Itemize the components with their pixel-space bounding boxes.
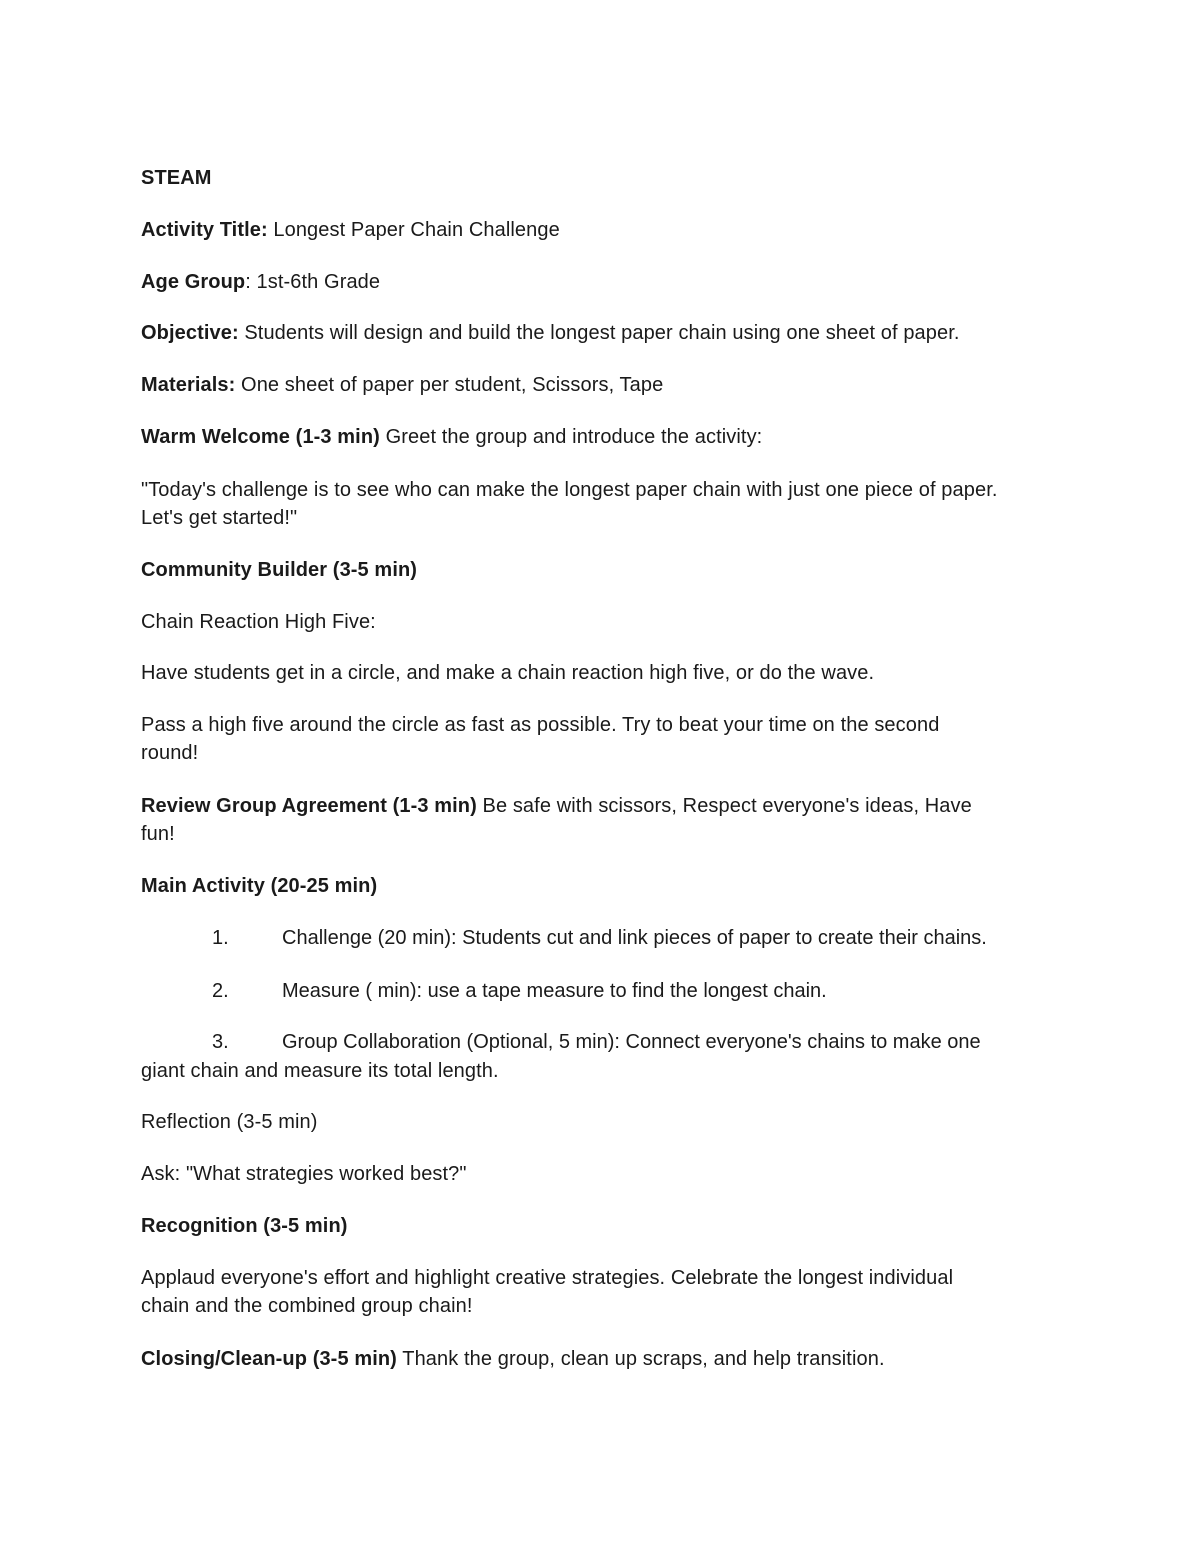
community-builder-heading: Community Builder (3-5 min) xyxy=(141,559,418,581)
materials-value: One sheet of paper per student, Scissors, Tape xyxy=(235,374,664,396)
reflection-heading: Reflection (3-5 min) xyxy=(141,1111,318,1133)
recognition-heading: Recognition (3-5 min) xyxy=(141,1215,348,1237)
step-2-text: Measure ( min): use a tape measure to find the longest chain. xyxy=(282,980,827,1002)
step-1-number: 1. xyxy=(212,927,229,949)
activity-title-line xyxy=(141,216,560,244)
welcome-quote-line-1: "Today's challenge is to see who can make the longest paper chain with just one piece of paper. xyxy=(141,479,998,501)
group-agreement-value: Be safe with scissors, Respect everyone's ideas, Have xyxy=(476,795,972,817)
activity-title-label: Activity Title: xyxy=(141,219,268,241)
warm-welcome-value: Greet the group and introduce the activity: xyxy=(379,426,763,448)
step-2-number: 2. xyxy=(212,980,229,1002)
community-builder-paragraph-1: Have students get in a circle, and make a chain reaction high five, or do the wave. xyxy=(141,662,875,684)
step-3-text: Group Collaboration (Optional, 5 min): Connect everyone's chains to make one xyxy=(282,1031,981,1053)
objective-label: Objective: xyxy=(141,322,239,344)
main-activity-heading: Main Activity (20-25 min) xyxy=(141,875,378,897)
step-3-text-continued: giant chain and measure its total length. xyxy=(141,1060,499,1082)
community-builder-paragraph-2-line-2: round! xyxy=(141,742,199,764)
page-heading: STEAM xyxy=(141,167,212,189)
age-group-line xyxy=(141,268,380,296)
closing-line xyxy=(141,1345,885,1373)
objective-line xyxy=(141,319,960,347)
group-agreement-line-2: fun! xyxy=(141,823,175,845)
reflection-ask: Ask: "What strategies worked best?" xyxy=(141,1163,467,1185)
materials-line xyxy=(141,371,663,399)
closing-value: Thank the group, clean up scraps, and help transition. xyxy=(396,1348,885,1370)
age-group-label: Age Group xyxy=(141,271,246,293)
recognition-line-2: chain and the combined group chain! xyxy=(141,1295,473,1317)
activity-title-value: Longest Paper Chain Challenge xyxy=(267,219,560,241)
warm-welcome-label: Warm Welcome (1-3 min) xyxy=(141,426,380,448)
community-builder-name: Chain Reaction High Five: xyxy=(141,611,376,633)
step-3-number: 3. xyxy=(212,1031,229,1053)
recognition-line-1: Applaud everyone's effort and highlight creative strategies. Celebrate the longest individual xyxy=(141,1267,954,1289)
warm-welcome-line xyxy=(141,423,762,451)
group-agreement-label: Review Group Agreement (1-3 min) xyxy=(141,795,477,817)
community-builder-paragraph-2-line-1: Pass a high five around the circle as fast as possible. Try to beat your time on the second xyxy=(141,714,940,736)
step-1-text: Challenge (20 min): Students cut and link pieces of paper to create their chains. xyxy=(282,927,987,949)
materials-label: Materials: xyxy=(141,374,236,396)
closing-label: Closing/Clean-up (3-5 min) xyxy=(141,1348,397,1370)
group-agreement-line-1 xyxy=(141,792,972,820)
welcome-quote-line-2: Let's get started!" xyxy=(141,507,298,529)
objective-value: Students will design and build the longest paper chain using one sheet of paper. xyxy=(238,322,960,344)
age-group-value: : 1st-6th Grade xyxy=(245,271,381,293)
